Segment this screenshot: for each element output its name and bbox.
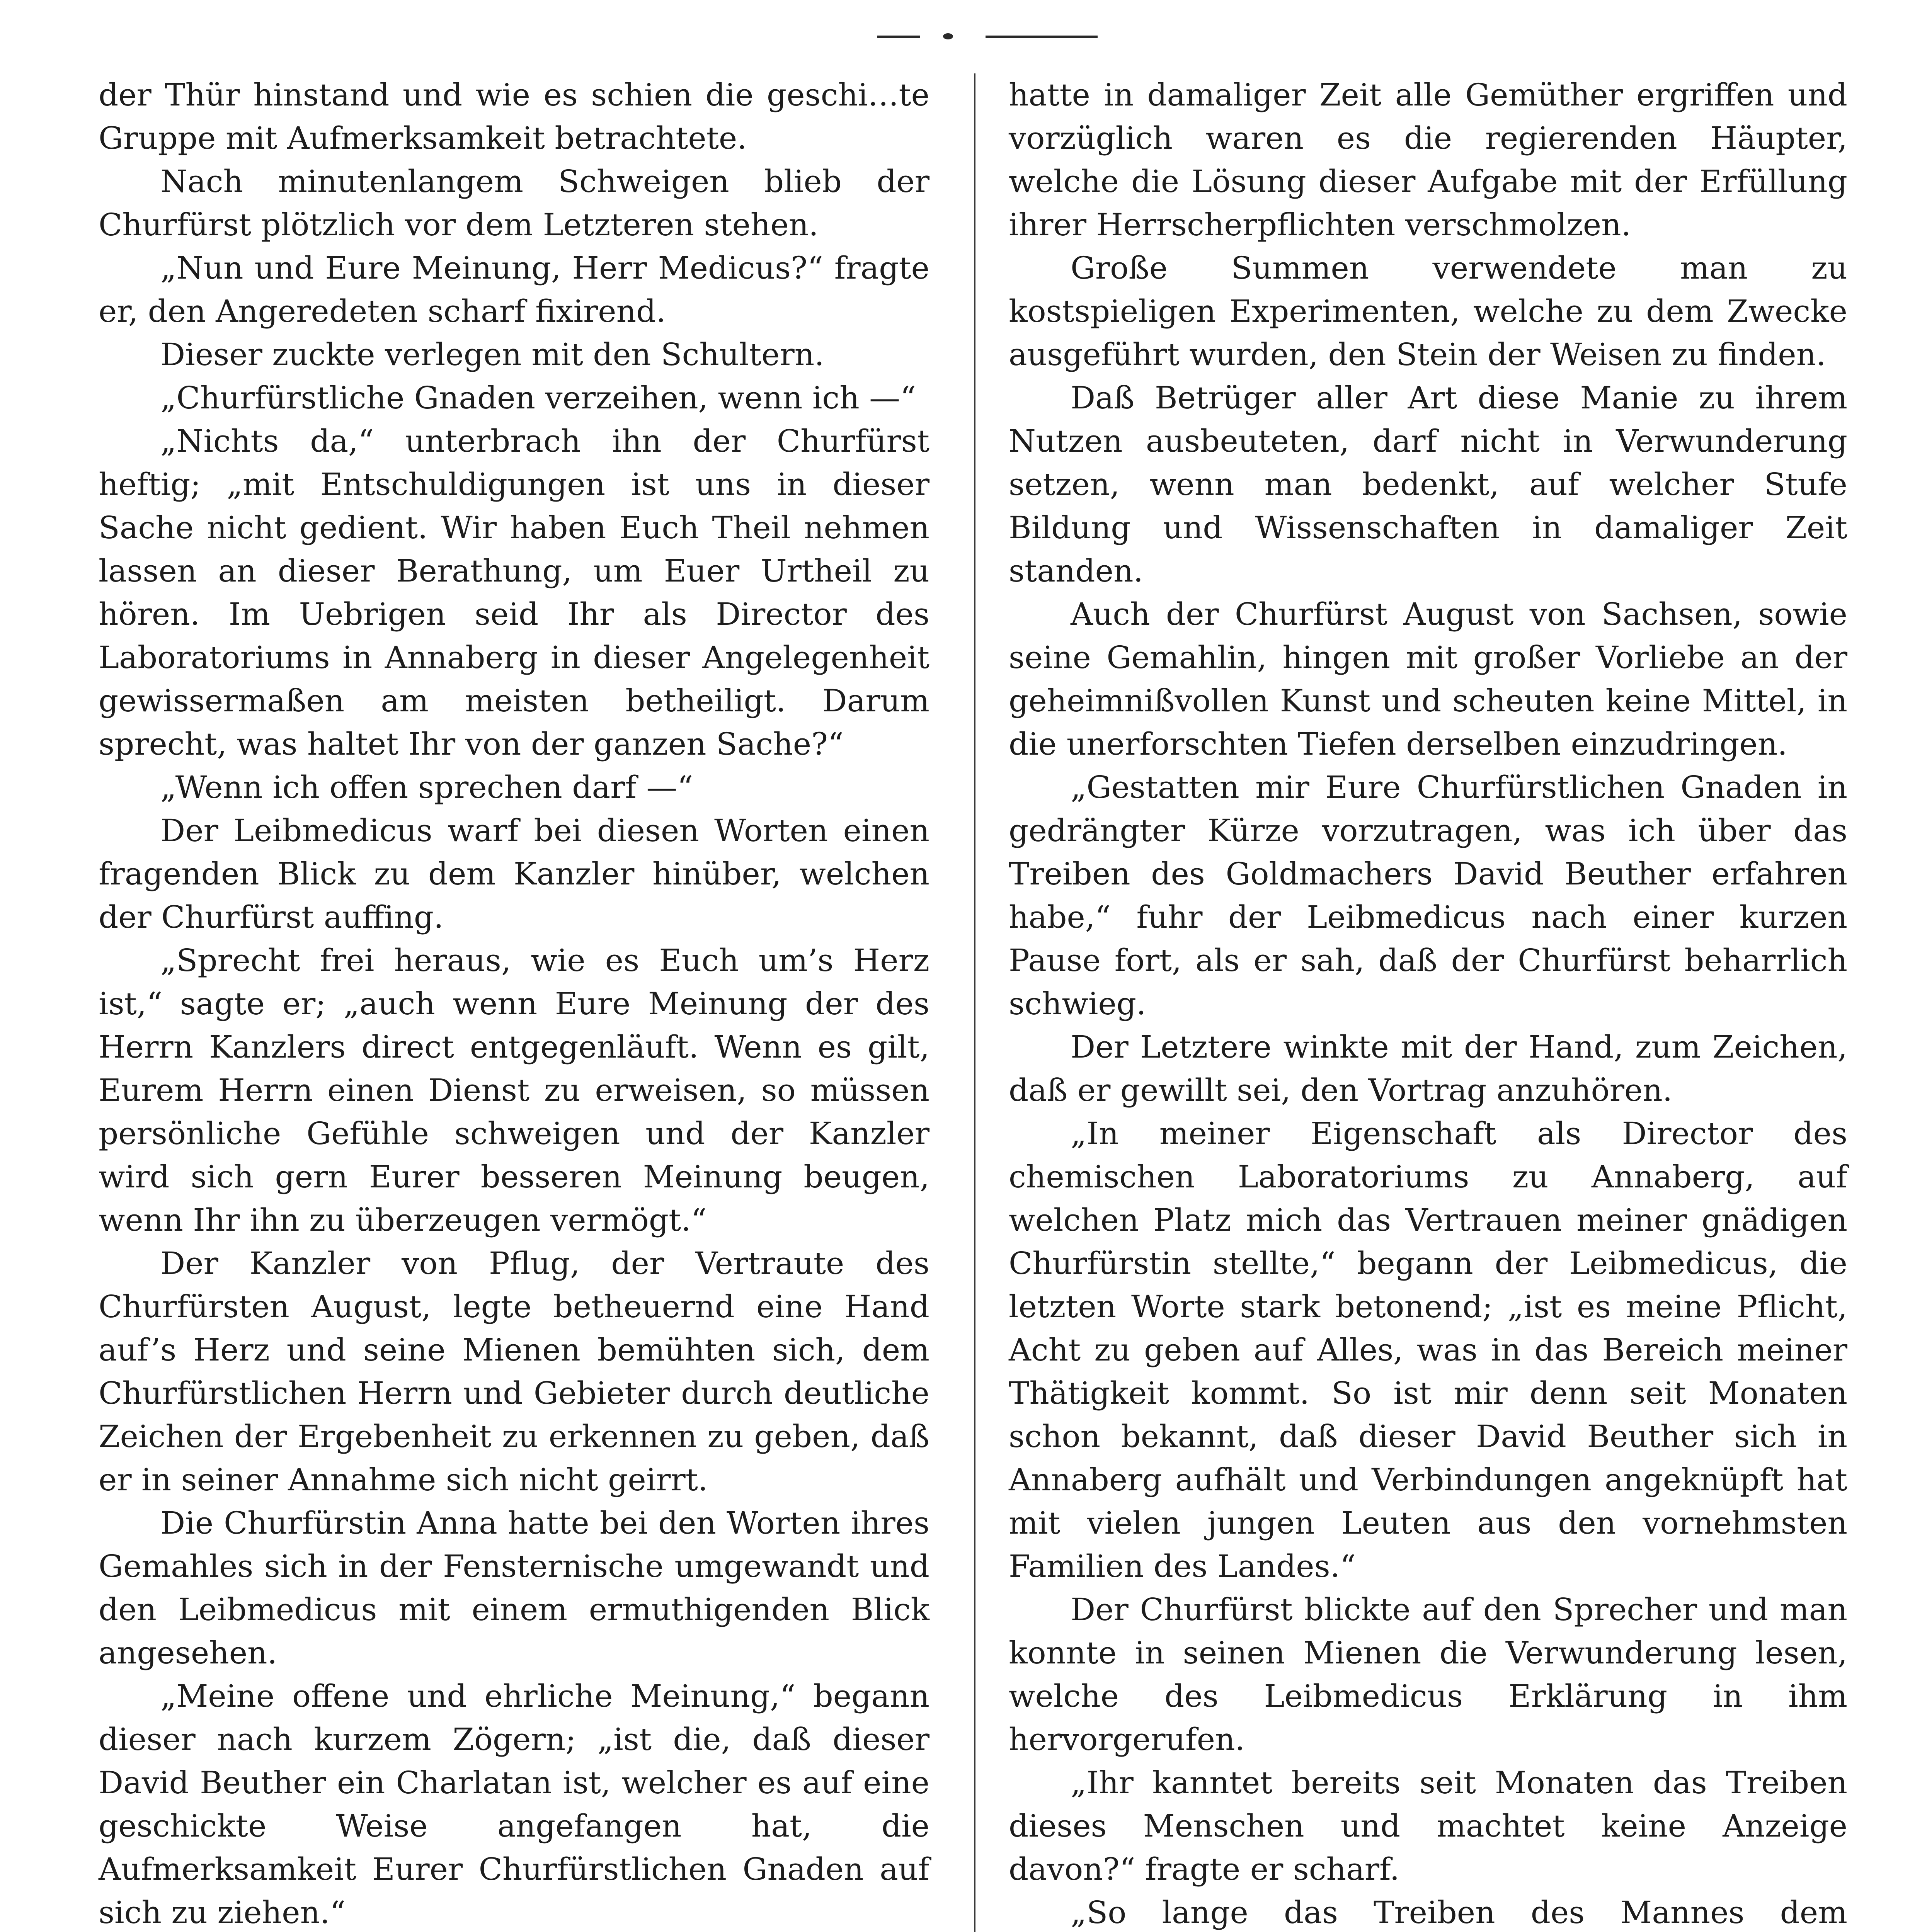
- paragraph: „Churfürstliche Gnaden verzeihen, wenn ich —“: [160, 380, 916, 416]
- paragraph: Auch der Churfürst August von Sachsen, sowie seine Gemahlin, hingen mit großer Vorliebe an der geheimnißvollen Kunst und scheuten keine Mittel, in die unerforschten Tiefen derselben einzudringen.: [1009, 596, 1847, 762]
- paragraph: Der Churfürst blickte auf den Sprecher und man konnte in seinen Mienen die Verwunderung lesen, welche des Leibmedicus Erklärung in ihm hervorgerufen.: [1009, 1592, 1847, 1757]
- left-text-column: [99, 73, 929, 1932]
- paragraph: Der Letztere winkte mit der Hand, zum Zeichen, daß er gewillt sei, den Vortrag anzuhören.: [1009, 1029, 1847, 1108]
- paragraph: „Nichts da,“ unterbrach ihn der Churfürst heftig; „mit Entschuldigungen ist uns in dieser Sache nicht gedient. Wir haben Euch Theil nehmen lassen an dieser Berathung, um Euer Urtheil zu hören. Im Uebrigen seid Ihr als Director des Laboratoriums in Annaberg in dieser Angelegenheit gewissermaßen am meisten betheiligt. Darum sprecht, was haltet Ihr von der ganzen Sache?“: [99, 423, 929, 762]
- paragraph: „Nun und Eure Meinung, Herr Medicus?“ fragte er, den Angeredeten scharf fixirend.: [99, 250, 929, 329]
- paragraph: der Thür hinstand und wie es schien die geschi…te Gruppe mit Aufmerksamkeit betrachtete.: [99, 77, 929, 156]
- paragraph: „Meine offene und ehrliche Meinung,“ begann dieser nach kurzem Zögern; „ist die, daß dieser David Beuther ein Charlatan ist, welcher es auf eine geschickte Weise angefangen hat, die Aufmerksamkeit Eurer Churfürstlichen Gnaden auf sich zu ziehen.“: [99, 1678, 929, 1930]
- paragraph: Der Kanzler von Pflug, der Vertraute des Churfürsten August, legte betheuernd eine Hand auf’s Herz und seine Mienen bemühten sich, dem Churfürstlichen Herrn und Gebieter durch deutliche Zeichen der Ergebenheit zu erkennen zu geben, daß er in seiner Annahme sich nicht geirrt.: [99, 1245, 929, 1498]
- paragraph: Die Churfürstin Anna hatte bei den Worten ihres Gemahles sich in der Fensternische umgewandt und den Leibmedicus mit einem ermuthigenden Blick angesehen.: [99, 1505, 929, 1671]
- right-text-column: [1009, 73, 1847, 1932]
- paragraph: „Sprecht frei heraus, wie es Euch um’s Herz ist,“ sagte er; „auch wenn Eure Meinung der des Herrn Kanzlers direct entgegenläuft. Wenn es gilt, Eurem Herrn einen Dienst zu erweisen, so müssen persönliche Gefühle schweigen und der Kanzler wird sich gern Eurer besseren Meinung beugen, wenn Ihr ihn zu überzeugen vermögt.“: [99, 942, 929, 1238]
- paragraph: Große Summen verwendete man zu kostspieligen Experimenten, welche zu dem Zwecke ausgeführt wurden, den Stein der Weisen zu finden.: [1009, 250, 1847, 372]
- paragraph: „In meiner Eigenschaft als Director des chemischen Laboratoriums zu Annaberg, auf welchen Platz mich das Vertrauen meiner gnädigen Churfürstin stellte,“ begann der Leibmedicus, die letzten Worte stark betonend; „ist es meine Pflicht, Acht zu geben auf Alles, was in das Bereich meiner Thätigkeit kommt. So ist mir denn seit Monaten schon bekannt, daß dieser David Beuther sich in Annaberg aufhält und Verbindungen angeknüpft hat mit vielen jungen Leuten aus den vornehmsten Familien des Landes.“: [1009, 1116, 1847, 1584]
- paragraph: Dieser zuckte verlegen mit den Schultern.: [160, 337, 824, 372]
- paragraph: Daß Betrüger aller Art diese Manie zu ihrem Nutzen ausbeuteten, darf nicht in Verwunderung setzen, wenn man bedenkt, auf welcher Stufe Bildung und Wissenschaften in damaliger Zeit standen.: [1009, 380, 1847, 589]
- header-rule-right: [986, 36, 1098, 38]
- paragraph: „Wenn ich offen sprechen darf —“: [160, 769, 693, 805]
- paragraph: „Ihr kanntet bereits seit Monaten das Treiben dieses Menschen und machtet keine Anzeige davon?“ fragte er scharf.: [1009, 1765, 1847, 1887]
- paragraph: Der Leibmedicus warf bei diesen Worten einen fragenden Blick zu dem Kanzler hinüber, welchen der Churfürst auffing.: [99, 813, 929, 935]
- header-ornament: [943, 33, 953, 39]
- paragraph: „Gestatten mir Eure Churfürstlichen Gnaden in gedrängter Kürze vorzutragen, was ich über das Treiben des Goldmachers David Beuther erfahren habe,“ fuhr der Leibmedicus nach einer kurzen Pause fort, als er sah, daß der Churfürst beharrlich schwieg.: [1009, 769, 1847, 1022]
- paragraph: hatte in damaliger Zeit alle Gemüther ergriffen und vorzüglich waren es die regierenden Häupter, welche die Lösung dieser Aufgabe mit der Erfüllung ihrer Herrscherpflichten verschmolzen.: [1009, 77, 1847, 243]
- paragraph: Nach minutenlangem Schweigen blieb der Churfürst plötzlich vor dem Letzteren stehen.: [99, 163, 929, 243]
- column-divider: [974, 73, 975, 1932]
- paragraph: „So lange das Treiben des Mannes dem: [1071, 1895, 1847, 1930]
- header-rule-left: [877, 36, 920, 38]
